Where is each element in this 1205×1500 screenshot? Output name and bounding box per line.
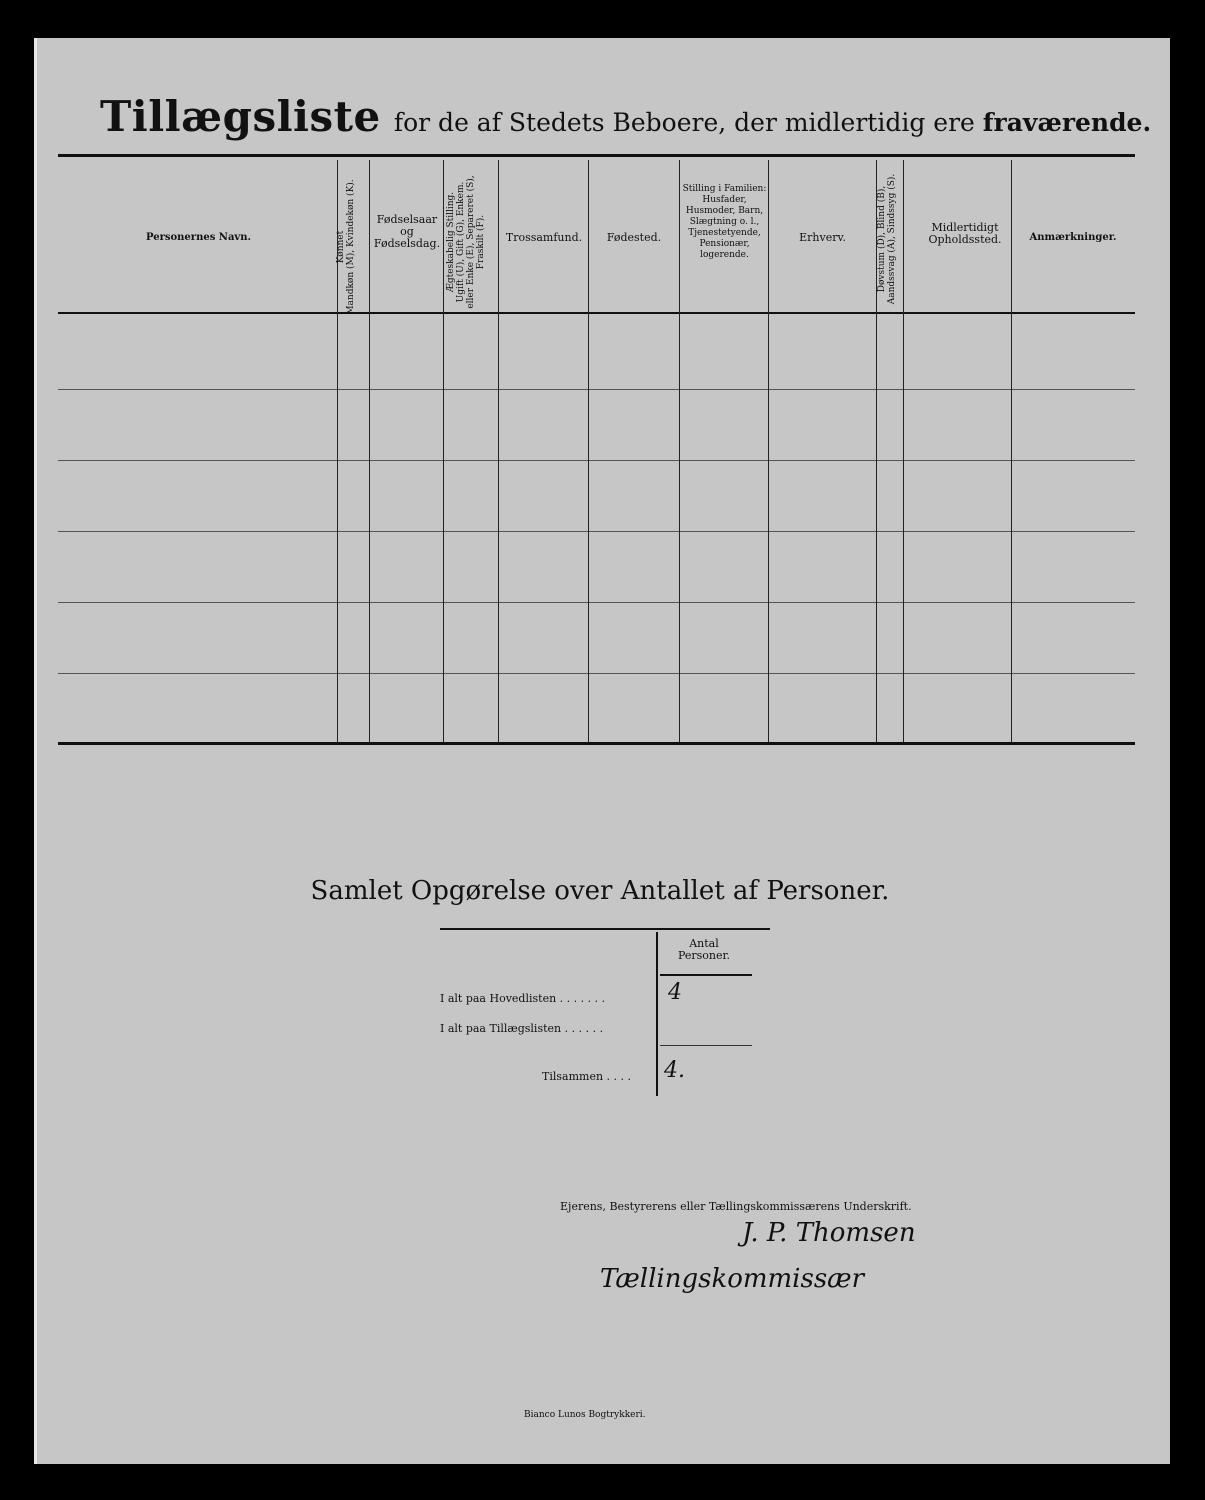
summary-subtotal-rule xyxy=(660,1045,752,1046)
table-bottom-rule xyxy=(58,742,1135,745)
summary-col-rule xyxy=(656,932,658,1096)
col-header-birthplace: Fødested. xyxy=(606,231,662,244)
form-title xyxy=(100,92,1152,141)
table-header-rule xyxy=(58,312,1135,314)
column-divider xyxy=(588,160,589,742)
col-header-family: Stilling i Familien: Husfader, Husmoder, Barn, Slægtning o. l., Tjenestetyende, Pensionær, logerende. xyxy=(682,184,767,260)
summary-top-rule xyxy=(440,928,770,930)
column-divider xyxy=(1011,160,1012,742)
summary-header-rule xyxy=(660,974,752,976)
summary-title: Samlet Opgørelse over Antallet af Personer. xyxy=(310,876,890,906)
table-row-line xyxy=(58,673,1135,674)
summary-col-header: Antal Personer. xyxy=(677,937,731,962)
col-header-marital: Ægteskabelig Stilling. Ugift (U), Gift (G), Enkem. eller Enke (E), Separeret (S), Fraskilt (F). xyxy=(446,175,486,309)
table-row-line xyxy=(58,460,1135,461)
table-top-rule xyxy=(58,154,1135,157)
summary-label-supplement: I alt paa Tillægslisten . . . . . . xyxy=(440,1022,604,1035)
printer-imprint: Bianco Lunos Bogtrykkeri. xyxy=(524,1410,646,1420)
signature-caption: Ejerens, Bestyrerens eller Tællingskommissærens Underskrift. xyxy=(560,1200,912,1213)
column-divider xyxy=(903,160,904,742)
col-header-occupation: Erhverv. xyxy=(799,231,846,244)
column-divider xyxy=(679,160,680,742)
table-row-line xyxy=(58,531,1135,532)
summary-value-total: 4. xyxy=(664,1058,685,1083)
col-header-name: Personernes Navn. xyxy=(145,232,251,243)
title-text: for de af Stedets Beboere, der midlertidig ere xyxy=(393,108,975,137)
census-form-sheet xyxy=(34,38,1170,1464)
column-divider xyxy=(768,160,769,742)
col-header-birth: Fødselsaar og Fødselsdag. xyxy=(373,213,441,250)
title-emphasis: fraværende. xyxy=(982,108,1152,137)
signature-name: J. P. Thomsen xyxy=(742,1218,916,1248)
signature-role: Tællingskommissær xyxy=(600,1264,865,1294)
summary-value-main: 4 xyxy=(668,980,682,1005)
column-divider xyxy=(369,160,370,742)
table-row-line xyxy=(58,602,1135,603)
table-row-line xyxy=(58,389,1135,390)
col-header-remarks: Anmærkninger. xyxy=(1029,232,1117,243)
summary-label-total: Tilsammen . . . . xyxy=(542,1070,632,1083)
summary-label-main: I alt paa Hovedlisten . . . . . . . xyxy=(440,992,606,1005)
column-divider xyxy=(443,160,444,742)
column-divider xyxy=(498,160,499,742)
col-header-temp-residence: Midlertidigt Opholdssted. xyxy=(928,221,1002,246)
col-header-religion: Trossamfund. xyxy=(505,231,583,244)
col-header-defect: Døvstum (D), Blind (B), Aandssvag (A), Sindssyg (S). xyxy=(877,173,897,305)
title-main: Tillægsliste xyxy=(100,92,381,141)
col-header-sex: Kønnet Mandkøn (M), Kvindekøn (K). xyxy=(336,179,356,315)
